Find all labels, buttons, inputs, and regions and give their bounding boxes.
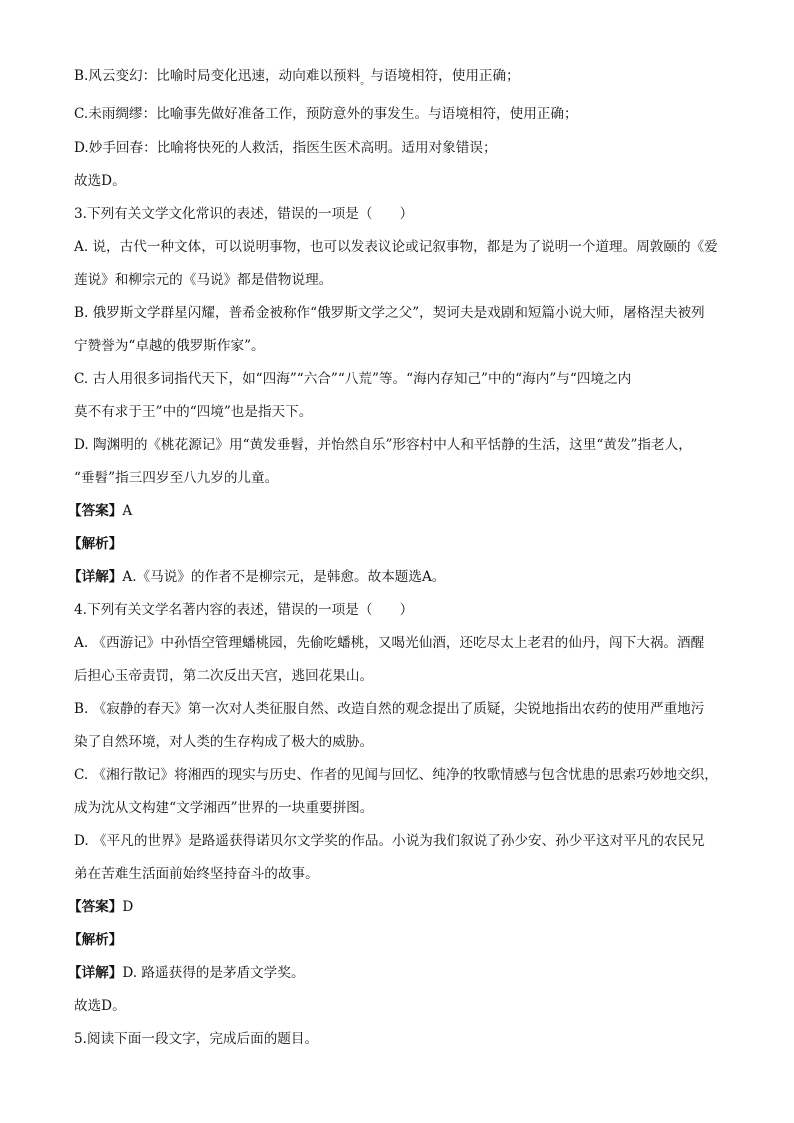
- q4-answer-value: D: [122, 899, 134, 915]
- q4-detail: [68, 963, 728, 984]
- q3-option-a-line2: 莲说》和柳宗元的《马说》都是借物说理。: [74, 272, 333, 288]
- q4-option-c-line2: 成为沈从文构建“文学湘西”世界的一块重要拼图。: [74, 800, 374, 816]
- line-b-fengyun: [74, 66, 728, 92]
- q4-option-b-line1: B. 《寂静的春天》第一次对人类征服自然、改造自然的观念提出了质疑，尖锐地指出农药的使用严重地污: [74, 701, 705, 717]
- q3-option-d-line1: D. 陶渊明的《桃花源记》用“黄发垂髫，并怡然自乐”形容村中人和平恬静的生活，这里“黄发”指老人，: [74, 437, 692, 453]
- q4-option-a-line1: A. 《西游记》中孙悟空管理蟠桃园，先偷吃蟠桃，又喝光仙酒，还吃尽太上老君的仙丹，闯下大祸。酒醒: [74, 635, 705, 651]
- answer-tag: 【答案】: [68, 503, 123, 519]
- question-4-stem: 4.下列有关文学名著内容的表述，错误的一项是（ ）: [74, 602, 414, 618]
- line-b-fengyun-main: B.风云变幻：比喻时局变化迅速，动向难以预料: [74, 68, 361, 84]
- analysis-tag: 【解析】: [68, 536, 123, 552]
- q3-option-d-line2: “垂髫”指三四岁至八九岁的儿童。: [74, 470, 279, 486]
- analysis-tag: 【解析】: [68, 932, 123, 948]
- q4-option-c-line1: C. 《湘行散记》将湘西的现实与历史、作者的见闻与回忆、纯净的牧歌情感与包含忧患的思索巧妙地交织，: [74, 767, 718, 783]
- q4-option-a-line2: 后担心玉帝责罚，第二次反出天宫，逃回花果山。: [74, 668, 374, 684]
- q4-answer: [68, 897, 728, 918]
- q4-option-b-line2: 染了自然环境，对人类的生存构成了极大的威胁。: [74, 734, 374, 750]
- question-5-stem: 5.阅读下面一段文字，完成后面的题目。: [74, 1031, 319, 1047]
- q4-analysis: [68, 930, 728, 951]
- q3-option-c-line1: C. 古人用很多词指代天下，如“四海”“六合”“八荒”等。“海内存知己”中的“海内”与“四境之内: [74, 371, 632, 387]
- line-choose-d-2: 故选D。: [74, 998, 126, 1014]
- q3-option-a-line1: A. 说，古代一种文体，可以说明事物，也可以发表议论或记叙事物，都是为了说明一个道理。周敦颐的《爱: [74, 239, 718, 255]
- detail-tag: 【详解】: [68, 569, 123, 585]
- q4-detail-text: D. 路遥获得的是茅盾文学奖。: [122, 965, 305, 981]
- answer-tag: 【答案】: [68, 899, 123, 915]
- q3-analysis: [68, 534, 728, 555]
- q3-option-c-line2: 莫不有求于王”中的“四境”也是指天下。: [74, 404, 313, 420]
- question-3-stem: 3.下列有关文学文化常识的表述，错误的一项是（ ）: [74, 206, 414, 222]
- q3-option-b-line1: B. 俄罗斯文学群星闪耀，普希金被称作“俄罗斯文学之父”，契诃夫是戏剧和短篇小说大师，屠格涅夫被列: [74, 305, 705, 321]
- line-d-miaoshou: D.妙手回春：比喻将快死的人救活，指医生医术高明。适用对象错误；: [74, 140, 497, 156]
- q3-detail: [68, 567, 728, 588]
- line-c-weiyu: C.未雨绸缪：比喻事先做好准备工作，预防意外的事发生。与语境相符，使用正确；: [74, 106, 578, 122]
- line-choose-d-1: 故选D。: [74, 173, 126, 189]
- q3-detail-text: A.《马说》的作者不是柳宗元，是韩愈。故本题选A。: [122, 569, 446, 585]
- q4-option-d-line1: D. 《平凡的世界》是路遥获得诺贝尔文学奖的作品。小说为我们叙说了孙少安、孙少平这对平凡的农民兄: [74, 833, 705, 849]
- line-b-fengyun-period: 。: [360, 76, 371, 87]
- q3-option-b-line2: 宁赞誉为“卓越的俄罗斯作家”。: [74, 338, 265, 354]
- detail-tag: 【详解】: [68, 965, 123, 981]
- q3-answer-value: A: [122, 503, 133, 519]
- line-b-fengyun-tail: 与语境相符，使用正确；: [370, 68, 520, 84]
- q4-option-d-line2: 弟在苦难生活面前始终坚持奋斗的故事。: [74, 866, 319, 882]
- q3-answer: [68, 501, 728, 522]
